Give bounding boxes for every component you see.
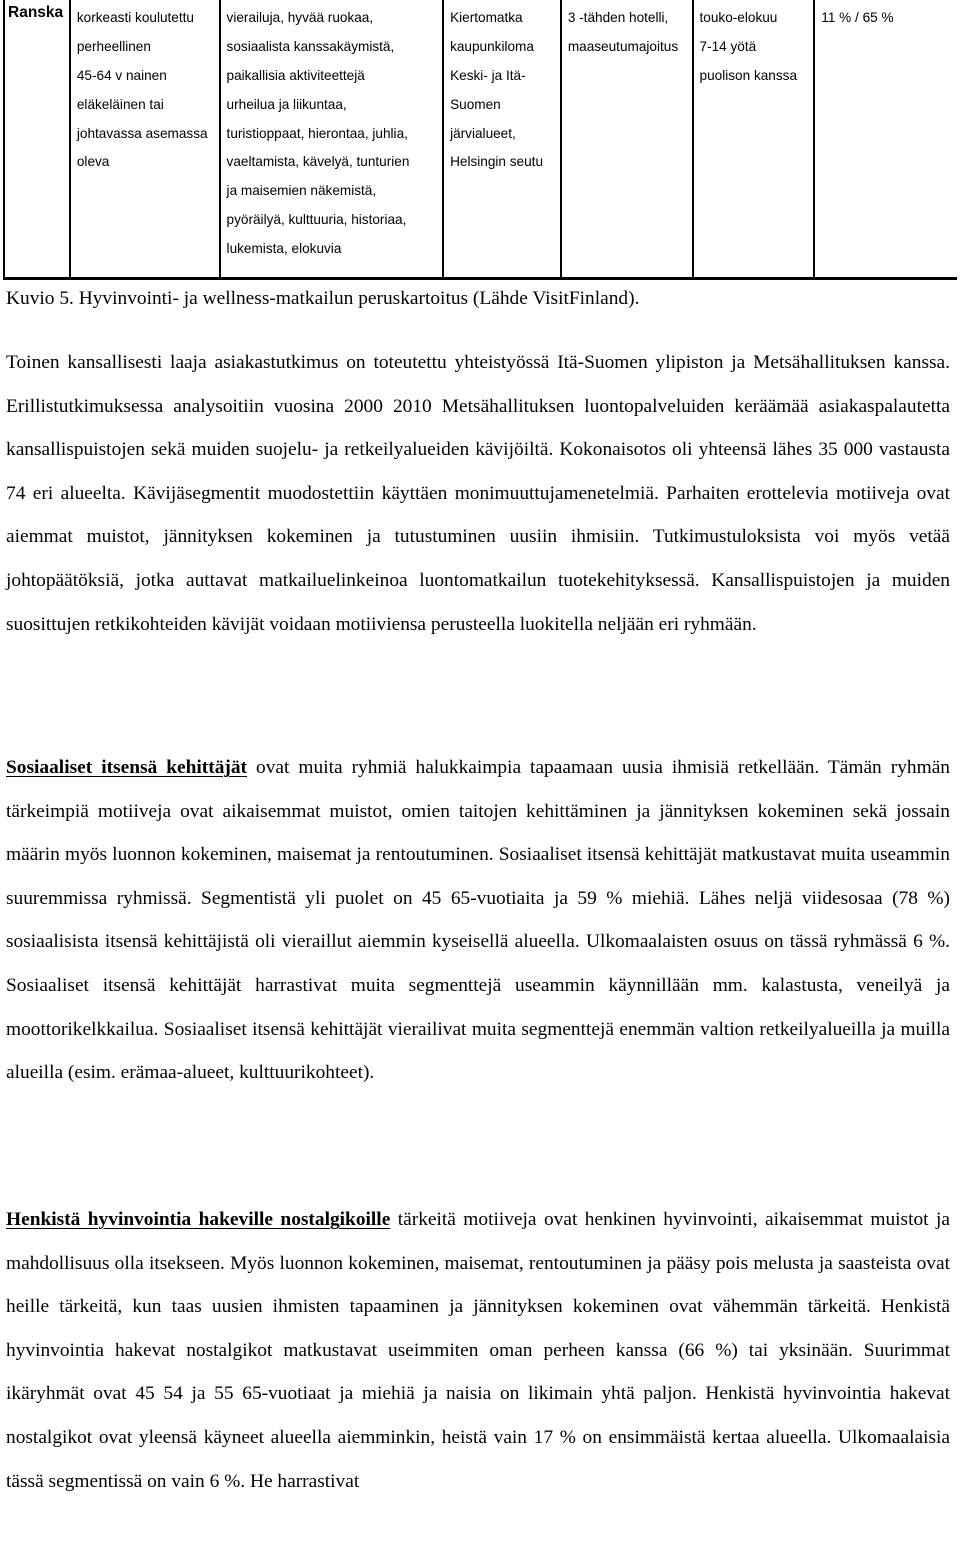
segment-heading-nostalgics: Henkistä hyvinvointia hakeville nostalgikoille [6, 1209, 391, 1230]
table-cell-timing [694, 0, 816, 277]
table-cell-destinations [444, 0, 562, 277]
table-cell-line: oleva [76, 154, 110, 170]
table-cell-line: touko-elokuu [699, 10, 778, 25]
table-cell-line: vaeltamista, kävelyä, tunturien [226, 154, 410, 170]
table-cell-share [815, 0, 957, 277]
table-cell-line: ja maisemien näkemistä, [226, 183, 377, 199]
paragraph-social-body: ovat muita ryhmiä halukkaimpia tapaamaan uusia ihmisiä retkellään. Tämän ryhmän tärkeimpiä motiiveja ovat aikaisemmat muistot, omien taitojen kehittäminen ja jännityksen kokeminen sekä jossain määrin myös luonnon kokeminen, maisemat ja rentoutuminen. Sosiaaliset itsensä kehittäjät matkustavat muita useammin suuremmissa ryhmissä. Segmentistä yli puolet on 45 65-vuotiaita ja 59 % miehiä. Lähes neljä viidesosaa (78 %) sosiaalisista itsensä kehittäjistä oli vieraillut aiemmin kyseisellä alueella. Ulkomaalaisten osuus on tässä ryhmässä 6 %. Sosiaaliset itsensä kehittäjät harrastivat muita segmenttejä useammin käynnillään mm. kalastusta, veneilyä ja moottorikelkkailua. Sosiaaliset itsensä kehittäjät vierailivat muita segmenttejä enemmän valtion retkeilyalueilla ja muilla alueilla (esim. erämaa-alueet, kulttuurikohteet). [6, 757, 950, 1084]
table-cell-line: Kiertomatka [450, 10, 523, 25]
table-cell-line: sosiaalista kanssakäymistä, [226, 38, 395, 54]
table-cell-line: Keski- ja Itä- [450, 67, 526, 83]
segment-table [3, 0, 957, 280]
table-cell-line: 3 -tähden hotelli, [567, 10, 669, 25]
table-cell-line: korkeasti koulutettu [76, 10, 194, 25]
table-cell-line: puolison kanssa [699, 67, 798, 83]
paragraph-nostalgics-body: tärkeitä motiiveja ovat henkinen hyvinvointi, aikaisemmat muistot ja mahdollisuus olla itsekseen. Myös luonnon kokeminen, maisemat, rentoutuminen ja pääsy pois melusta ja saasteista ovat heille tärkeitä, kun taas uusien ihmisten tapaaminen ja jännityksen kokeminen ovat vähemmän tärkeitä. Henkistä hyvinvointia hakevat nostalgikot matkustavat useimmiten oman perheen kanssa (66 %) tai yksinään. Suurimmat ikäryhmät ovat 45 54 ja 55 65-vuotiaat ja miehiä ja naisia on likimain yhtä paljon. Henkistä hyvinvointia hakevat nostalgikot ovat yleensä käyneet alueella aiemminkin, heistä vain 17 % on ensimmäistä kertaa alueella. Ulkomaalaisia tässä segmentissä on vain 6 %. He harrastivat [6, 1209, 950, 1492]
table-cell-line: Suomen [450, 96, 501, 112]
table-cell-accommodation [562, 0, 694, 277]
table-cell-line: turistioppaat, hierontaa, juhlia, [226, 125, 408, 141]
table-cell-line: pyöräilyä, kulttuuria, historiaa, [226, 212, 407, 228]
table-cell-line: perheellinen [76, 38, 151, 54]
table-cell-activities [221, 0, 445, 277]
table-cell-line: kaupunkiloma [450, 38, 534, 54]
table-cell-line: eläkeläinen tai [76, 96, 164, 112]
figure-caption: Kuvio 5. Hyvinvointi- ja wellness-matkailun peruskartoitus (Lähde VisitFinland). [6, 288, 640, 309]
table-row-label: Ranska [5, 0, 71, 277]
segment-heading-social: Sosiaaliset itsensä kehittäjät [6, 757, 248, 778]
table-cell-line: urheilua ja liikuntaa, [226, 96, 347, 112]
table-cell-line: paikallisia aktiviteettejä [226, 67, 365, 83]
table-cell-line: 11 % / 65 % [821, 10, 894, 25]
paragraph-intro: Toinen kansallisesti laaja asiakastutkimus on toteutettu yhteistyössä Itä-Suomen ylipiston ja Metsähallituksen kanssa. Erillistutkimuksessa analysoitiin vuosina 2000 2010 Metsähallituksen luontopalveluiden keräämää asiakaspalautetta kansallispuistojen sekä muiden suojelu- ja retkeilyalueiden kävijöiltä. Kokonaisotos oli yhteensä lähes 35 000 vastausta 74 eri alueelta. Kävijäsegmentit muodostettiin käyttäen monimuuttujamenetelmiä. Parhaiten erottelevia motiiveja ovat aiemmat muistot, jännityksen kokeminen ja tutustuminen uusiin ihmisiin. Tutkimustuloksista voi myös vetää johtopäätöksiä, jotka auttavat matkailuelinkeinoa luontomatkailun tuotekehityksessä. Kansallispuistojen ja muiden suosittujen retkikohteiden kävijät voidaan motiiviensa perusteella luokitella neljään eri ryhmään. [6, 352, 950, 635]
paragraph-social-developers [6, 746, 950, 1095]
table-cell-line: vierailuja, hyvää ruokaa, [226, 10, 374, 25]
table-cell-line: lukemista, elokuvia [226, 241, 342, 257]
table-cell-line: johtavassa asemassa [76, 125, 208, 141]
table-cell-line: järvialueet, [450, 125, 516, 141]
table-cell-line: maaseutumajoitus [567, 38, 679, 54]
paragraph-nostalgics [6, 1198, 950, 1503]
table-cell-line: 7-14 yötä [699, 38, 757, 54]
table-cell-line: Helsingin seutu [450, 154, 544, 170]
table-cell-line: 45-64 v nainen [76, 67, 167, 83]
table-cell-profile [71, 0, 221, 277]
